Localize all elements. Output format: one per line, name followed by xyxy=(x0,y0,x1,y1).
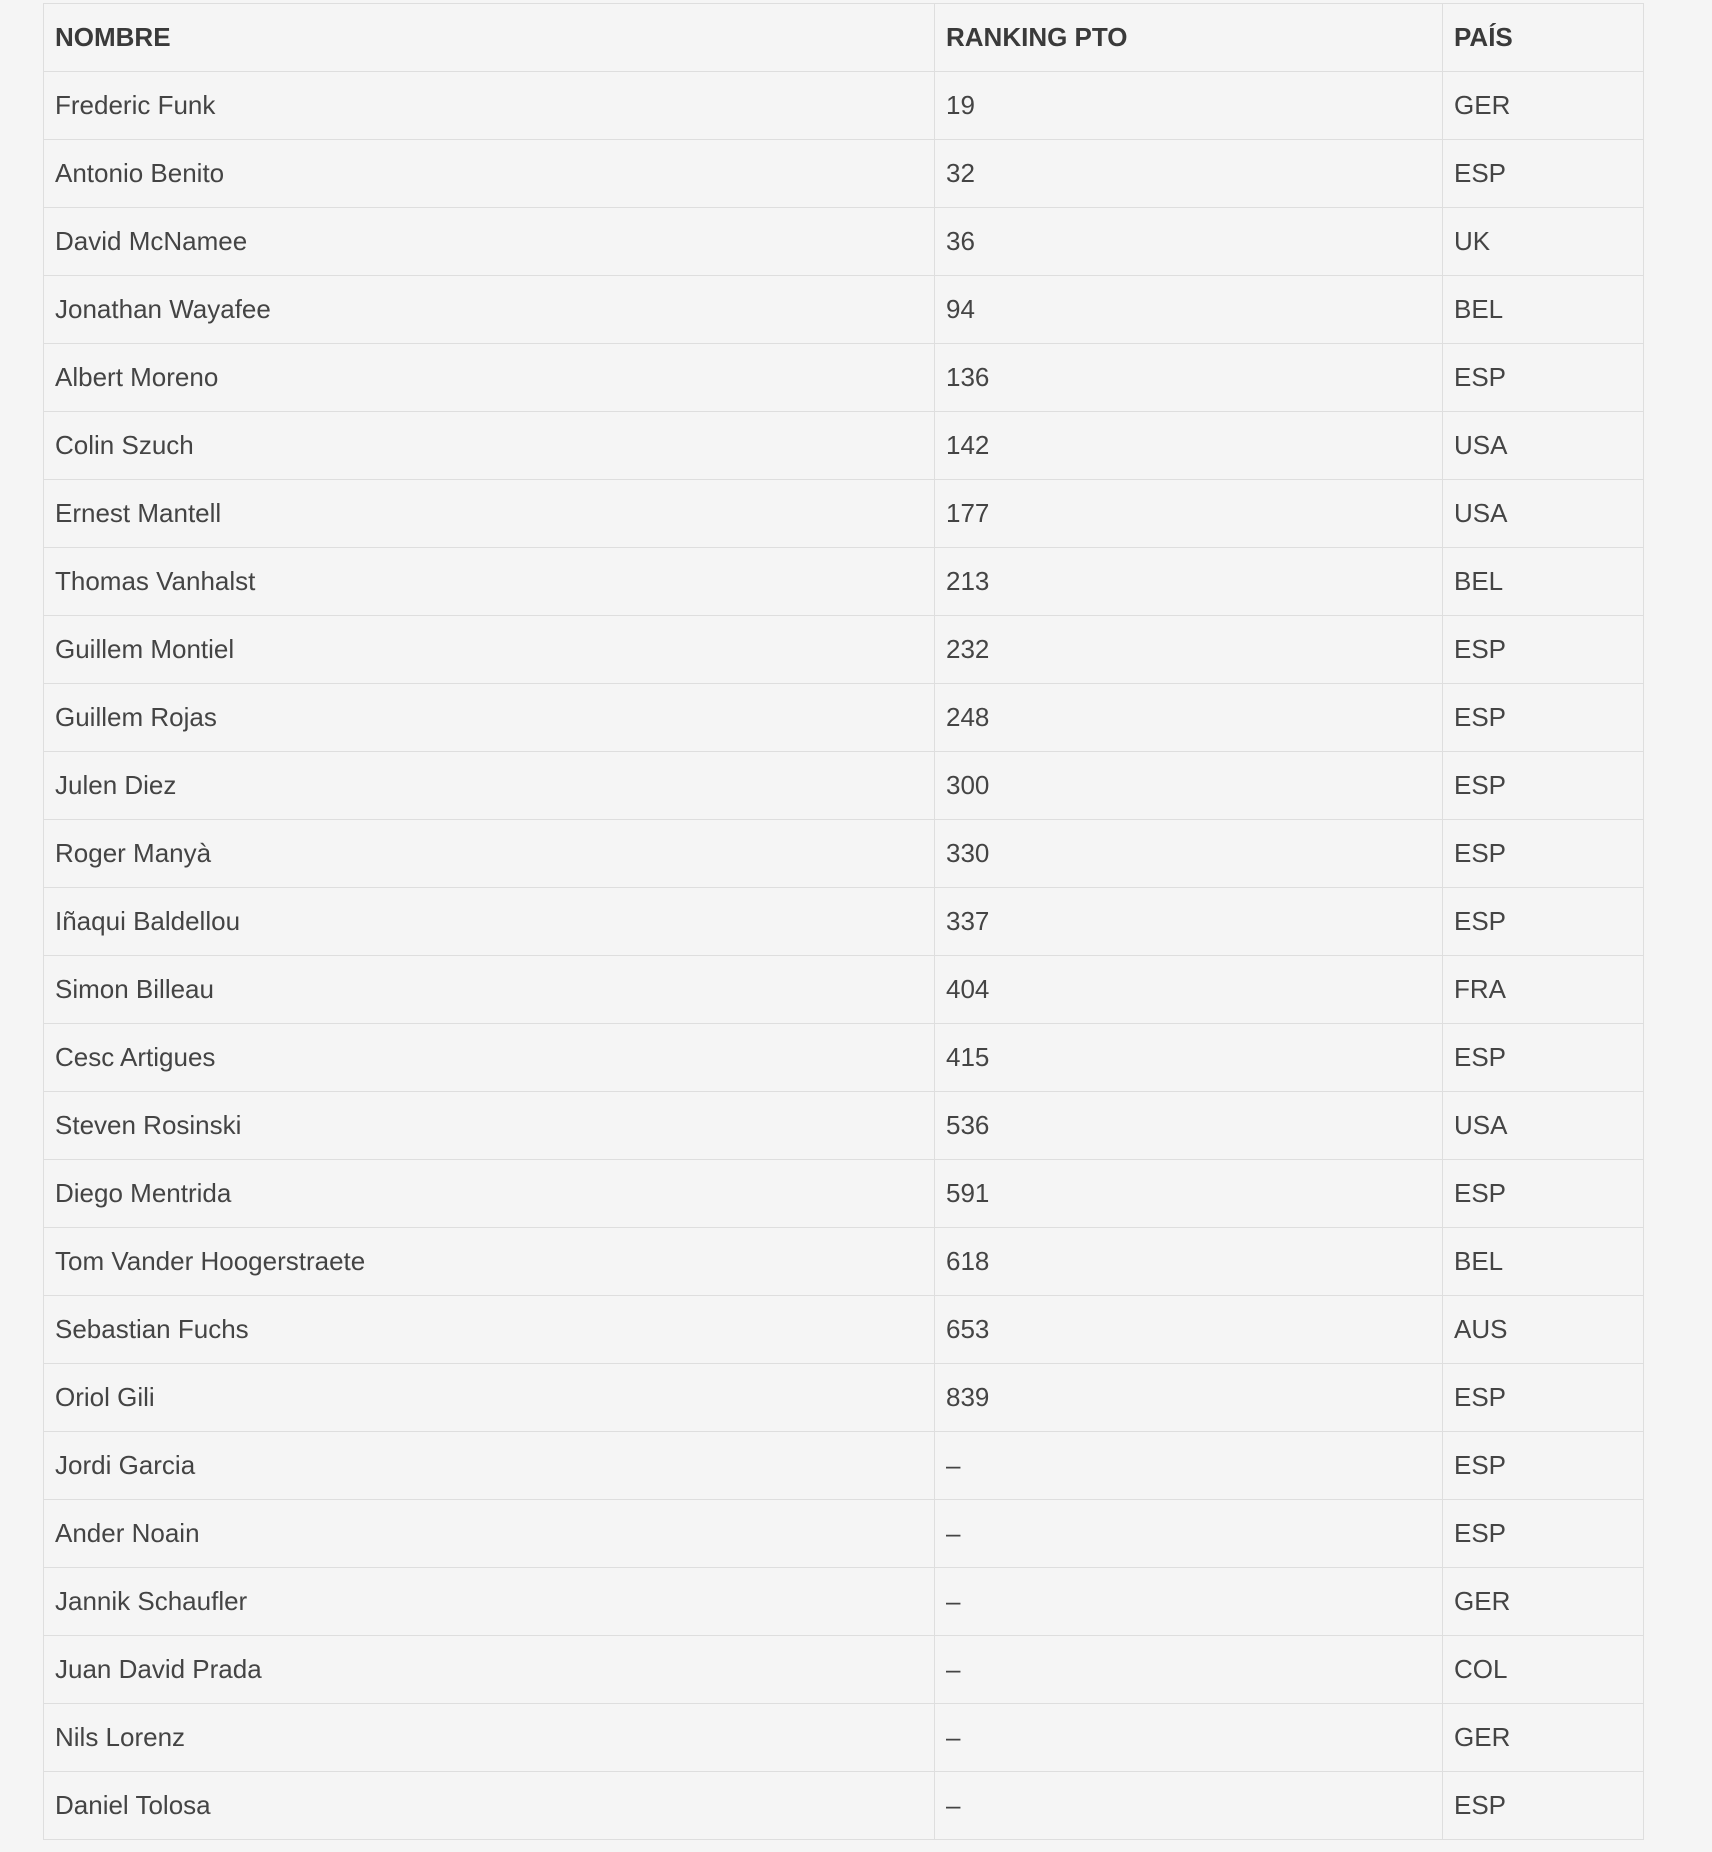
cell-name: Jordi Garcia xyxy=(44,1432,935,1500)
cell-name: Nils Lorenz xyxy=(44,1704,935,1772)
cell-country: GER xyxy=(1443,1568,1644,1636)
cell-ranking: 337 xyxy=(935,888,1443,956)
cell-ranking: 36 xyxy=(935,208,1443,276)
table-row xyxy=(44,276,1644,344)
cell-country: ESP xyxy=(1443,1500,1644,1568)
cell-name: Guillem Montiel xyxy=(44,616,935,684)
cell-country: GER xyxy=(1443,72,1644,140)
table-row xyxy=(44,1500,1644,1568)
table-row xyxy=(44,1160,1644,1228)
cell-country: GER xyxy=(1443,1704,1644,1772)
cell-country: ESP xyxy=(1443,752,1644,820)
cell-country: FRA xyxy=(1443,956,1644,1024)
table-row xyxy=(44,616,1644,684)
table-header xyxy=(44,4,1644,72)
cell-country: ESP xyxy=(1443,684,1644,752)
cell-ranking: 839 xyxy=(935,1364,1443,1432)
cell-name: Ernest Mantell xyxy=(44,480,935,548)
table-row xyxy=(44,888,1644,956)
table-row xyxy=(44,344,1644,412)
cell-ranking: 248 xyxy=(935,684,1443,752)
cell-ranking: – xyxy=(935,1772,1443,1840)
cell-ranking: – xyxy=(935,1704,1443,1772)
table-row xyxy=(44,1364,1644,1432)
table-row xyxy=(44,956,1644,1024)
cell-ranking: – xyxy=(935,1500,1443,1568)
cell-name: Juan David Prada xyxy=(44,1636,935,1704)
table-row xyxy=(44,684,1644,752)
cell-ranking: 213 xyxy=(935,548,1443,616)
cell-country: AUS xyxy=(1443,1296,1644,1364)
header-row xyxy=(44,4,1644,72)
cell-country: ESP xyxy=(1443,1432,1644,1500)
table-row xyxy=(44,1704,1644,1772)
table-row xyxy=(44,480,1644,548)
cell-ranking: 415 xyxy=(935,1024,1443,1092)
cell-ranking: 404 xyxy=(935,956,1443,1024)
column-header-ranking: RANKING PTO xyxy=(935,4,1443,72)
cell-ranking: 300 xyxy=(935,752,1443,820)
cell-name: Tom Vander Hoogerstraete xyxy=(44,1228,935,1296)
cell-country: ESP xyxy=(1443,1160,1644,1228)
cell-ranking: 177 xyxy=(935,480,1443,548)
cell-name: Ander Noain xyxy=(44,1500,935,1568)
table-body xyxy=(44,72,1644,1840)
cell-name: Albert Moreno xyxy=(44,344,935,412)
cell-name: Daniel Tolosa xyxy=(44,1772,935,1840)
cell-ranking: 19 xyxy=(935,72,1443,140)
cell-name: Jannik Schaufler xyxy=(44,1568,935,1636)
cell-ranking: 591 xyxy=(935,1160,1443,1228)
cell-ranking: – xyxy=(935,1568,1443,1636)
athletes-table xyxy=(43,3,1644,1840)
cell-name: Antonio Benito xyxy=(44,140,935,208)
cell-country: USA xyxy=(1443,412,1644,480)
cell-name: Steven Rosinski xyxy=(44,1092,935,1160)
cell-ranking: 142 xyxy=(935,412,1443,480)
table-row xyxy=(44,820,1644,888)
cell-ranking: – xyxy=(935,1432,1443,1500)
table-row xyxy=(44,1432,1644,1500)
table-row xyxy=(44,140,1644,208)
cell-country: ESP xyxy=(1443,1772,1644,1840)
table-row xyxy=(44,548,1644,616)
cell-ranking: 136 xyxy=(935,344,1443,412)
cell-country: ESP xyxy=(1443,140,1644,208)
cell-country: ESP xyxy=(1443,888,1644,956)
cell-name: Julen Diez xyxy=(44,752,935,820)
cell-name: Colin Szuch xyxy=(44,412,935,480)
table-row xyxy=(44,1092,1644,1160)
cell-ranking: 94 xyxy=(935,276,1443,344)
cell-ranking: 618 xyxy=(935,1228,1443,1296)
cell-name: Guillem Rojas xyxy=(44,684,935,752)
athletes-table-container xyxy=(43,3,1643,1840)
cell-country: ESP xyxy=(1443,616,1644,684)
cell-ranking: – xyxy=(935,1636,1443,1704)
cell-ranking: 330 xyxy=(935,820,1443,888)
cell-country: COL xyxy=(1443,1636,1644,1704)
cell-name: Frederic Funk xyxy=(44,72,935,140)
table-row xyxy=(44,1568,1644,1636)
table-row xyxy=(44,1228,1644,1296)
cell-name: Diego Mentrida xyxy=(44,1160,935,1228)
cell-country: USA xyxy=(1443,480,1644,548)
column-header-country: PAÍS xyxy=(1443,4,1644,72)
cell-ranking: 653 xyxy=(935,1296,1443,1364)
cell-name: David McNamee xyxy=(44,208,935,276)
table-row xyxy=(44,412,1644,480)
table-row xyxy=(44,208,1644,276)
cell-name: Roger Manyà xyxy=(44,820,935,888)
cell-country: BEL xyxy=(1443,1228,1644,1296)
cell-ranking: 32 xyxy=(935,140,1443,208)
cell-country: ESP xyxy=(1443,820,1644,888)
cell-country: BEL xyxy=(1443,548,1644,616)
cell-country: ESP xyxy=(1443,1024,1644,1092)
table-row xyxy=(44,1024,1644,1092)
cell-name: Jonathan Wayafee xyxy=(44,276,935,344)
cell-name: Iñaqui Baldellou xyxy=(44,888,935,956)
cell-country: USA xyxy=(1443,1092,1644,1160)
cell-name: Simon Billeau xyxy=(44,956,935,1024)
cell-ranking: 536 xyxy=(935,1092,1443,1160)
cell-name: Oriol Gili xyxy=(44,1364,935,1432)
cell-name: Cesc Artigues xyxy=(44,1024,935,1092)
table-row xyxy=(44,752,1644,820)
table-row xyxy=(44,72,1644,140)
cell-country: BEL xyxy=(1443,276,1644,344)
column-header-name: NOMBRE xyxy=(44,4,935,72)
table-row xyxy=(44,1636,1644,1704)
table-row xyxy=(44,1772,1644,1840)
cell-country: UK xyxy=(1443,208,1644,276)
cell-ranking: 232 xyxy=(935,616,1443,684)
cell-country: ESP xyxy=(1443,344,1644,412)
cell-name: Thomas Vanhalst xyxy=(44,548,935,616)
cell-name: Sebastian Fuchs xyxy=(44,1296,935,1364)
table-row xyxy=(44,1296,1644,1364)
cell-country: ESP xyxy=(1443,1364,1644,1432)
